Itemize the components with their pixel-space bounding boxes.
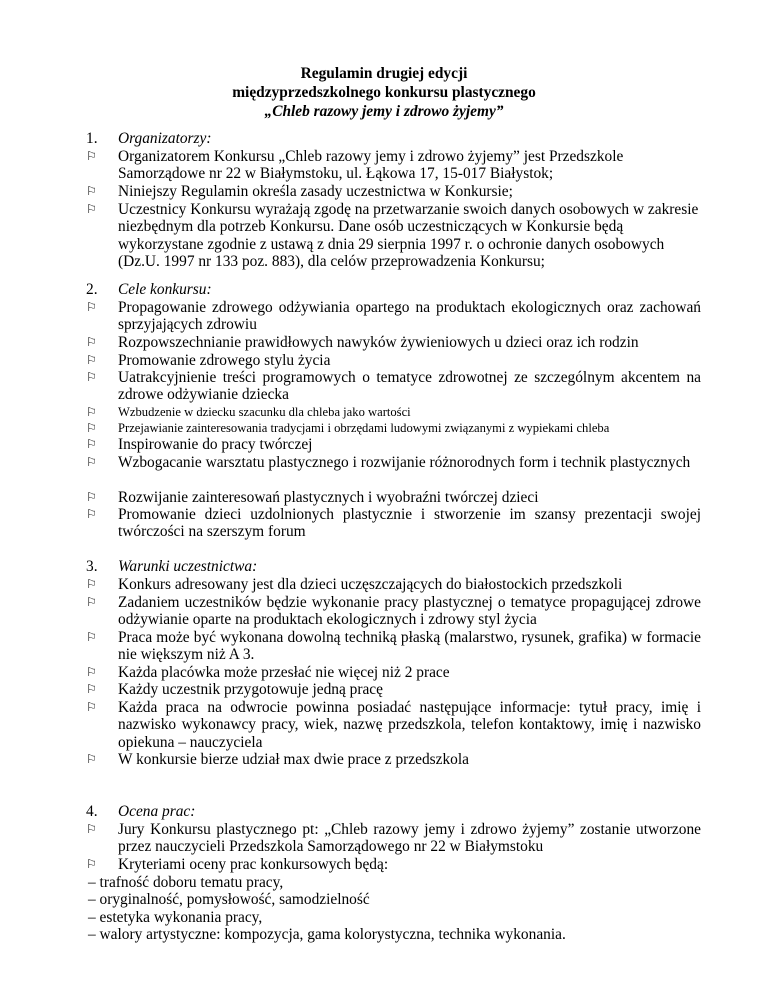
- pennant-icon: ⚐: [86, 700, 97, 714]
- section-2-item: ⚐ Rozwijanie zainteresowań plastycznych i wyobraźni twórczej dzieci: [86, 489, 539, 506]
- section-4-heading: 4. Ocena prac:: [86, 803, 196, 820]
- pennant-icon: ⚐: [86, 682, 97, 696]
- pennant-icon: ⚐: [86, 665, 97, 679]
- section-4-item: ⚐ Kryteriami oceny prac konkursowych będą:: [86, 856, 389, 873]
- pennant-icon: ⚐: [86, 752, 97, 766]
- pennant-icon: ⚐: [86, 822, 97, 836]
- pennant-icon: ⚐: [86, 370, 97, 384]
- pennant-icon: ⚐: [86, 630, 97, 644]
- pennant-icon: ⚐: [86, 300, 97, 314]
- pennant-icon: ⚐: [86, 149, 97, 163]
- section-3-item: ⚐ W konkursie bierze udział max dwie prace z przedszkola: [86, 751, 469, 768]
- section-3-item: ⚐ Każda placówka może przesłać nie więcej niż 2 prace: [86, 664, 450, 681]
- title-line-2: międzyprzedszkolnego konkursu plastycznego: [232, 84, 536, 101]
- section-1-item: ⚐ Uczestnicy Konkursu wyrażają zgodę na przetwarzanie swoich danych osobowych w zakresie niezbędnym dla potrzeb Konkursu. Dane osób uczestniczących w Konkursie będą wykorzystane zgodnie z ustawą z dnia 29 sierpnia 1997 r. o ochronie danych osobowych (Dz.U. 1997 nr 133 poz. 883), dla celów przeprowadzenia Konkursu;: [86, 201, 699, 271]
- section-3-heading: 3. Warunki uczestnictwa:: [86, 558, 258, 575]
- criteria-item: – trafność doboru tematu pracy,: [88, 874, 284, 891]
- criteria-item: – estetyka wykonania pracy,: [88, 909, 263, 926]
- section-1-item: ⚐ Niniejszy Regulamin określa zasady uczestnictwa w Konkursie;: [86, 183, 513, 200]
- section-3-item: ⚐ Praca może być wykonana dowolną techniką płaską (malarstwo, rysunek, grafika) w formacie nie większym niż A 3.: [86, 629, 701, 664]
- criteria-item: – walory artystyczne: kompozycja, gama kolorystyczna, technika wykonania.: [88, 926, 566, 943]
- section-2-item: ⚐ Przejawianie zainteresowania tradycjami i obrzędami ludowymi związanymi z wypiekami chleba: [86, 420, 701, 437]
- pennant-icon: ⚐: [86, 857, 97, 871]
- section-2-item: ⚐ Uatrakcyjnienie treści programowych o tematyce zdrowotnej ze szczególnym akcentem na zdrowe odżywianie dziecka: [86, 369, 701, 404]
- title-line-3: „Chleb razowy jemy i zdrowo żyjemy”: [264, 103, 504, 120]
- section-2-item: ⚐ Propagowanie zdrowego odżywiania opartego na produktach ekologicznych oraz zachowań sprzyjających zdrowiu: [86, 299, 701, 334]
- pennant-icon: ⚐: [86, 577, 97, 591]
- section-2-item: ⚐ Rozpowszechnianie prawidłowych nawyków żywieniowych u dzieci oraz ich rodzin: [86, 334, 639, 351]
- pennant-icon: ⚐: [86, 507, 97, 521]
- section-3-item: ⚐ Każdy uczestnik przygotowuje jedną pracę: [86, 681, 383, 698]
- title-line-1: Regulamin drugiej edycji: [300, 65, 468, 82]
- section-1-item: ⚐ Organizatorem Konkursu „Chleb razowy jemy i zdrowo żyjemy” jest Przedszkole Samorządowe nr 22 w Białymstoku, ul. Łąkowa 17, 15-017 Białystok;: [86, 148, 624, 183]
- pennant-icon: ⚐: [86, 353, 97, 367]
- section-2-item: ⚐ Inspirowanie do pracy twórczej: [86, 436, 313, 453]
- section-3-item: ⚐ Każda praca na odwrocie powinna posiadać następujące informacje: tytuł pracy, imię i nazwisko wykonawcy pracy, wiek, nazwę przedszkola, telefon kontaktowy, imię i nazwisko opiekuna – nauczyciela: [86, 699, 701, 751]
- pennant-icon: ⚐: [86, 335, 97, 349]
- pennant-icon: ⚐: [86, 421, 97, 435]
- section-3-item: ⚐ Konkurs adresowany jest dla dzieci uczęszczających do białostockich przedszkoli: [86, 576, 623, 593]
- section-2-item: ⚐ Promowanie dzieci uzdolnionych plastycznie i stworzenie im szansy prezentacji swojej twórczości na szerszym forum: [86, 506, 701, 541]
- section-2-item: ⚐ Promowanie zdrowego stylu życia: [86, 352, 331, 369]
- section-3-item: ⚐ Zadaniem uczestników będzie wykonanie pracy plastycznej o tematyce propagującej zdrowe odżywianie oparte na produktach ekologicznych i zdrowy styl życia: [86, 594, 701, 629]
- section-2-item: ⚐ Wzbogacanie warsztatu plastycznego i rozwijanie różnorodnych form i technik plastycznych: [86, 454, 691, 471]
- section-1-heading: 1. Organizatorzy:: [86, 130, 212, 147]
- pennant-icon: ⚐: [86, 595, 97, 609]
- section-4-item: ⚐ Jury Konkursu plastycznego pt: „Chleb razowy jemy i zdrowo żyjemy” zostanie utworzone przez nauczycieli Przedszkola Samorządowego nr 22 w Białymstoku: [86, 821, 701, 856]
- pennant-icon: ⚐: [86, 202, 97, 216]
- pennant-icon: ⚐: [86, 490, 97, 504]
- pennant-icon: ⚐: [86, 437, 97, 451]
- pennant-icon: ⚐: [86, 455, 97, 469]
- pennant-icon: ⚐: [86, 405, 97, 419]
- section-2-heading: 2. Cele konkursu:: [86, 281, 212, 298]
- pennant-icon: ⚐: [86, 184, 97, 198]
- criteria-item: – oryginalność, pomysłowość, samodzielność: [88, 891, 370, 908]
- document-title: [0, 64, 768, 121]
- section-2-item: ⚐ Wzbudzenie w dziecku szacunku dla chleba jako wartości: [86, 404, 701, 421]
